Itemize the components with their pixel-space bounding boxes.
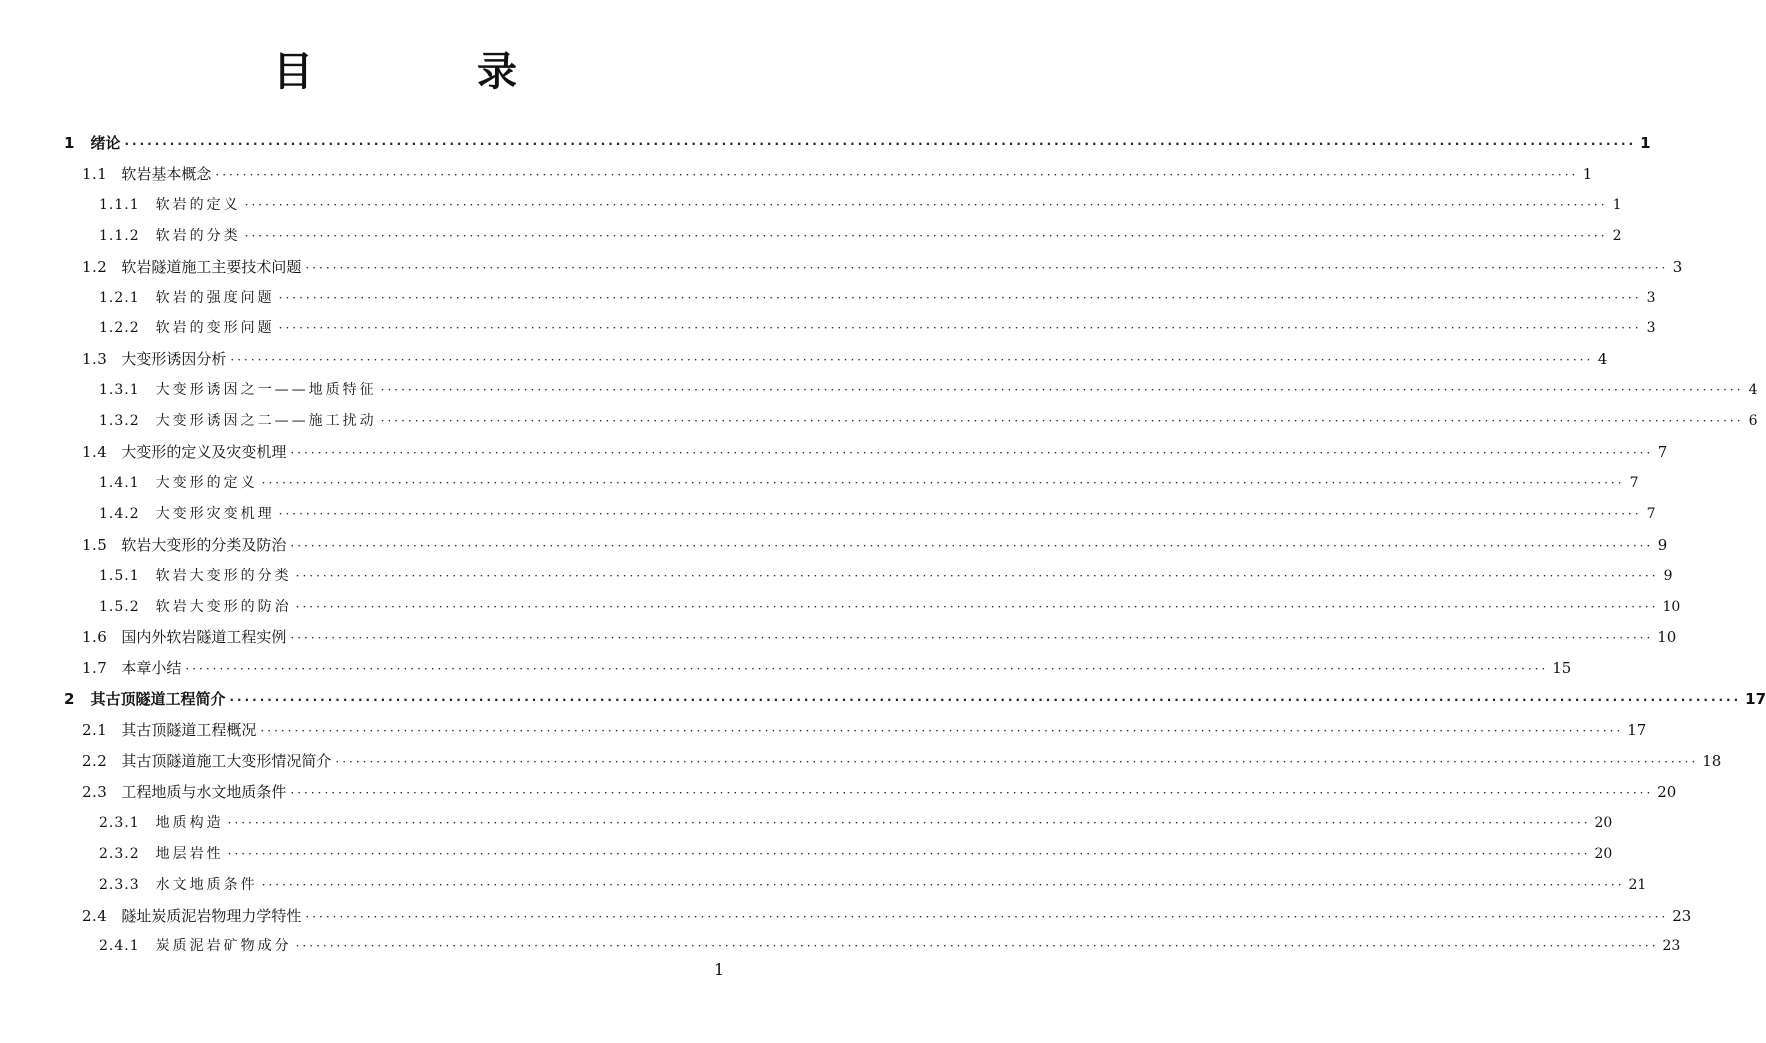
toc-entry-number: 1.1 xyxy=(82,164,108,183)
toc-entry-page: 20 xyxy=(1657,782,1677,801)
toc-entry-number: 1.6 xyxy=(82,628,108,647)
toc-entry-title: 大变形灾变机理 xyxy=(155,505,275,522)
toc-entry-number: 1.5 xyxy=(82,535,108,554)
toc-entry xyxy=(99,810,1613,836)
toc-entry-page: 4 xyxy=(1597,350,1608,369)
toc-dot-leader: ········································································································································································································ xyxy=(290,538,1654,553)
toc-entry-title: 大变形诱因分析 xyxy=(121,350,227,369)
toc-dot-leader: ········································································································································································································ xyxy=(185,662,1549,677)
toc-entry-page: 10 xyxy=(1662,598,1681,615)
toc-entry xyxy=(82,624,1677,650)
toc-dot-leader: ········································································································································································································ xyxy=(261,475,1625,490)
toc-entry-page: 3 xyxy=(1646,289,1656,306)
toc-entry-title: 大变形诱因之二——施工扰动 xyxy=(155,413,377,430)
toc-entry-page: 9 xyxy=(1657,535,1668,554)
toc-dot-leader: ········································································································································································································ xyxy=(380,414,1744,429)
toc-entry-number: 1.1.1 xyxy=(99,196,140,213)
toc-entry-page: 15 xyxy=(1552,659,1572,678)
toc-entry-title: 绪论 xyxy=(90,134,121,152)
toc-entry-title: 工程地质与水文地质条件 xyxy=(121,782,287,801)
toc-entry xyxy=(99,563,1673,589)
toc-entry-number: 1.7 xyxy=(82,659,108,678)
toc-entry-number: 2.4 xyxy=(82,906,108,925)
toc-entry xyxy=(99,377,1758,403)
toc-dot-leader: ········································································································································································································ xyxy=(124,137,1637,151)
toc-entry-page: 1 xyxy=(1612,196,1622,213)
toc-entry xyxy=(99,315,1656,341)
toc-entry-title: 软岩大变形的防治 xyxy=(155,598,292,615)
toc-entry-number: 2.3.1 xyxy=(99,814,140,831)
toc-entry xyxy=(82,439,1668,465)
toc-entry-number: 1.2.1 xyxy=(99,289,140,306)
toc-entry-page: 6 xyxy=(1748,413,1758,430)
toc-dot-leader: ········································································································································································································ xyxy=(244,228,1608,243)
toc-entry xyxy=(99,872,1647,898)
toc-entry-number: 1.1.2 xyxy=(99,227,140,244)
toc-entry-page: 4 xyxy=(1748,382,1758,399)
toc-entry-page: 20 xyxy=(1594,814,1613,831)
toc-entry xyxy=(82,655,1572,681)
toc-dot-leader: ········································································································································································································ xyxy=(227,815,1591,830)
toc-entry xyxy=(82,254,1683,280)
toc-dot-leader: ········································································································································································································ xyxy=(261,877,1625,892)
toc-entry-title: 其古顶隧道施工大变形情况简介 xyxy=(121,752,332,770)
toc-entry-title: 软岩大变形的分类 xyxy=(155,567,292,584)
toc-entry xyxy=(99,223,1622,249)
toc-entry xyxy=(64,130,1651,156)
toc-entry xyxy=(82,532,1668,558)
toc-entry-title: 软岩基本概念 xyxy=(121,164,212,183)
toc-dot-leader: ········································································································································································································ xyxy=(278,290,1642,305)
toc-entry-title: 水文地质条件 xyxy=(155,876,258,893)
toc-entry-number: 2.2 xyxy=(82,752,108,770)
toc-entry-number: 1.4.1 xyxy=(99,474,140,491)
toc-entry-page: 9 xyxy=(1663,567,1673,584)
toc-entry-number: 1.5.1 xyxy=(99,567,140,584)
toc-entry-page: 3 xyxy=(1672,257,1683,276)
toc-entry-title: 隧址炭质泥岩物理力学特性 xyxy=(121,906,302,925)
toc-entry-number: 2.1 xyxy=(82,721,108,740)
toc-entry-title: 地层岩性 xyxy=(155,845,224,862)
toc-entry-title: 国内外软岩隧道工程实例 xyxy=(121,628,287,647)
toc-entry-title: 大变形的定义及灾变机理 xyxy=(121,443,287,461)
toc-entry-title: 大变形诱因之一——地质特征 xyxy=(155,382,377,399)
toc-entry-number: 2 xyxy=(64,690,75,709)
toc-dot-leader: ········································································································································································································ xyxy=(295,939,1659,954)
toc-entry-page: 21 xyxy=(1628,876,1647,893)
toc-entry-number: 1.4.2 xyxy=(99,505,140,522)
toc-entry-title: 本章小结 xyxy=(121,659,182,678)
toc-dot-leader: ········································································································································································································ xyxy=(227,846,1591,861)
toc-dot-leader: ········································································································································································································ xyxy=(380,383,1744,398)
toc-entry-title: 炭质泥岩矿物成分 xyxy=(155,938,292,955)
toc-entry xyxy=(99,501,1656,527)
toc-entry-title: 软岩的分类 xyxy=(155,227,241,244)
toc-entry xyxy=(99,841,1613,867)
toc-dot-leader: ········································································································································································································ xyxy=(335,755,1699,769)
toc-entry-number: 1.5.2 xyxy=(99,598,140,615)
toc-entry-title: 软岩大变形的分类及防治 xyxy=(121,535,287,554)
toc-entry-page: 10 xyxy=(1657,628,1677,647)
toc-entry-number: 1.4 xyxy=(82,443,108,461)
toc-entry-number: 2.3.2 xyxy=(99,845,140,862)
toc-entry xyxy=(64,686,1766,712)
toc-entry-number: 2.3.3 xyxy=(99,876,140,893)
toc-entry xyxy=(99,933,1681,959)
toc-entry-page: 23 xyxy=(1662,938,1681,955)
toc-entry-number: 1.3.1 xyxy=(99,382,140,399)
toc-dot-leader: ········································································································································································································ xyxy=(244,197,1608,212)
toc-entry xyxy=(99,192,1622,218)
toc-dot-leader: ········································································································································································································ xyxy=(278,321,1642,336)
toc-dot-leader: ········································································································································································································ xyxy=(295,599,1659,614)
toc-entry xyxy=(82,748,1722,774)
toc-dot-leader: ········································································································································································································ xyxy=(295,568,1659,583)
toc-entry-page: 20 xyxy=(1594,845,1613,862)
toc-entry xyxy=(99,408,1758,434)
toc-entry-title: 其古顶隧道工程简介 xyxy=(90,690,226,709)
page-number: 1 xyxy=(714,960,725,979)
toc-entry-page: 1 xyxy=(1582,164,1593,183)
toc-dot-leader: ········································································································································································································ xyxy=(290,785,1654,800)
toc-entry-title: 软岩的变形问题 xyxy=(155,320,275,337)
toc-entry-page: 23 xyxy=(1672,906,1692,925)
toc-entry-number: 2.3 xyxy=(82,782,108,801)
toc-entry-title: 软岩的强度问题 xyxy=(155,289,275,306)
toc-dot-leader: ········································································································································································································ xyxy=(260,724,1624,739)
toc-entry-number: 1.3 xyxy=(82,350,108,369)
toc-entry-page: 7 xyxy=(1657,443,1668,461)
toc-entry-page: 7 xyxy=(1629,474,1639,491)
toc-dot-leader: ········································································································································································································ xyxy=(305,260,1669,275)
toc-entry xyxy=(82,903,1692,929)
toc-entry-title: 软岩隧道施工主要技术问题 xyxy=(121,257,302,276)
toc-entry-number: 1 xyxy=(64,134,75,152)
toc-entry-page: 3 xyxy=(1646,320,1656,337)
toc-entry xyxy=(99,594,1681,620)
toc-entry xyxy=(99,285,1656,311)
toc-entry-number: 1.2 xyxy=(82,257,108,276)
toc-dot-leader: ········································································································································································································ xyxy=(290,446,1654,460)
toc-entry-page: 17 xyxy=(1745,690,1766,709)
toc-entry-title: 大变形的定义 xyxy=(155,474,258,491)
toc-dot-leader: ········································································································································································································ xyxy=(229,693,1742,708)
toc-dot-leader: ········································································································································································································ xyxy=(215,167,1579,182)
toc-entry-title: 软岩的定义 xyxy=(155,196,241,213)
toc-entry-title: 其古顶隧道工程概况 xyxy=(121,721,257,740)
toc-dot-leader: ········································································································································································································ xyxy=(278,506,1642,521)
toc-dot-leader: ········································································································································································································ xyxy=(230,353,1594,368)
toc-entry-page: 7 xyxy=(1646,505,1656,522)
toc-entry-number: 2.4.1 xyxy=(99,938,140,955)
toc-entry-number: 1.2.2 xyxy=(99,320,140,337)
toc-entry-page: 18 xyxy=(1702,752,1722,770)
page-title: 目 录 xyxy=(273,48,579,95)
toc-entry xyxy=(82,161,1593,187)
toc-entry xyxy=(82,346,1608,372)
toc-entry-title: 地质构造 xyxy=(155,814,224,831)
toc-entry xyxy=(82,717,1647,743)
toc-entry xyxy=(99,470,1639,496)
toc-dot-leader: ········································································································································································································ xyxy=(305,909,1669,924)
toc-entry-page: 17 xyxy=(1627,721,1647,740)
toc-entry-page: 2 xyxy=(1612,227,1622,244)
toc-entry xyxy=(82,779,1677,805)
toc-entry-page: 1 xyxy=(1640,134,1651,152)
toc-entry-number: 1.3.2 xyxy=(99,413,140,430)
toc-dot-leader: ········································································································································································································ xyxy=(290,631,1654,646)
